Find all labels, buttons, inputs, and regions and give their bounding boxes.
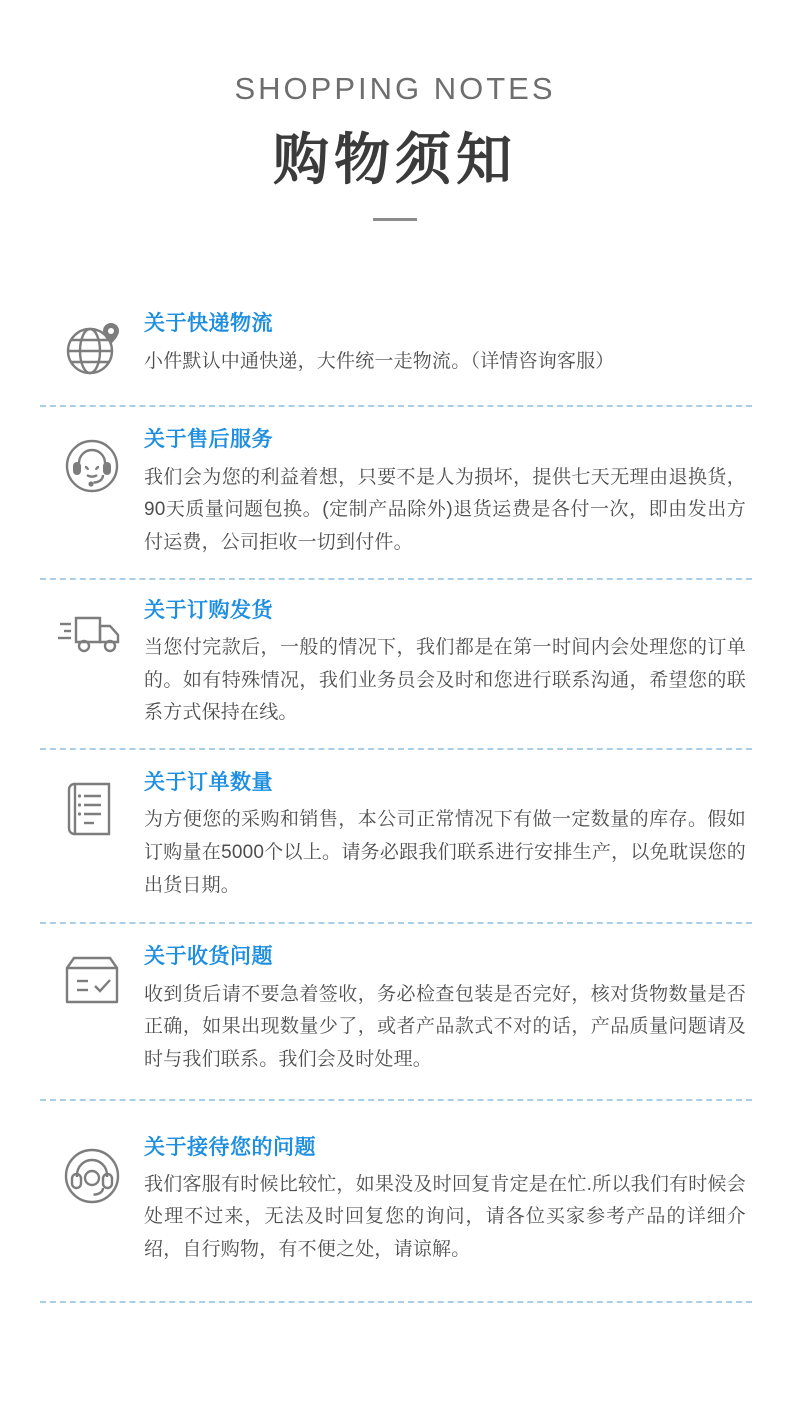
headphone-service-icon <box>40 1135 144 1211</box>
page-header <box>0 0 790 221</box>
note-title: 关于订购发货 <box>144 598 273 622</box>
note-item <box>40 750 752 924</box>
title-divider <box>373 218 417 221</box>
delivery-truck-icon <box>40 598 144 662</box>
note-body <box>144 1135 752 1267</box>
note-item <box>40 407 752 579</box>
note-text: 小件默认中通快递，大件统一走物流。（详情咨询客服） <box>144 350 615 372</box>
note-item <box>40 293 752 407</box>
note-title: 关于收货问题 <box>144 945 273 969</box>
note-item <box>40 1101 752 1303</box>
note-text: 为方便您的采购和销售，本公司正常情况下有做一定数量的库存。假如订购量在5000个以上。请务必跟我们联系进行安排生产，以免耽误您的出货日期。 <box>144 809 746 896</box>
note-title: 关于接待您的问题 <box>144 1135 316 1159</box>
note-text: 我们会为您的利益着想，只要不是人为损坏，提供七天无理由退换货，90天质量问题包换。(定制产品除外)退货运费是各付一次，即由发出方付运费，公司拒收一切到付件。 <box>144 466 746 554</box>
package-check-icon <box>40 944 144 1010</box>
note-text: 收到货后请不要急着签收，务必检查包装是否完好，核对货物数量是否正确，如果出现数量少了，或者产品款式不对的话，产品质量问题请及时与我们联系。我们会及时处理。 <box>144 983 746 1070</box>
note-item <box>40 924 752 1100</box>
note-body <box>144 944 752 1076</box>
note-title: 关于订单数量 <box>144 771 273 795</box>
note-title: 关于售后服务 <box>144 428 273 452</box>
note-title: 关于快递物流 <box>144 312 273 336</box>
globe-location-icon <box>40 311 144 383</box>
note-body <box>144 598 752 730</box>
note-body <box>144 427 752 559</box>
page-title-en: SHOPPING NOTES <box>234 71 556 106</box>
note-text: 当您付完款后，一般的情况下，我们都是在第一时间内会处理您的订单的。如有特殊情况，我们业务员会及时和您进行联系沟通，希望您的联系方式保持在线。 <box>144 637 746 724</box>
note-item <box>40 580 752 750</box>
notes-list <box>0 293 790 1302</box>
note-body <box>144 770 752 902</box>
headset-support-icon <box>40 427 144 503</box>
note-text: 我们客服有时候比较忙，如果没及时回复肯定是在忙.所以我们有时候会处理不过来，无法及时回复您的询问，请各位买家参考产品的详细介绍，自行购物，有不便之处，请谅解。 <box>144 1173 746 1261</box>
page-title-cn: 购物须知 <box>273 128 517 192</box>
note-body <box>144 311 752 378</box>
document-list-icon <box>40 770 144 842</box>
